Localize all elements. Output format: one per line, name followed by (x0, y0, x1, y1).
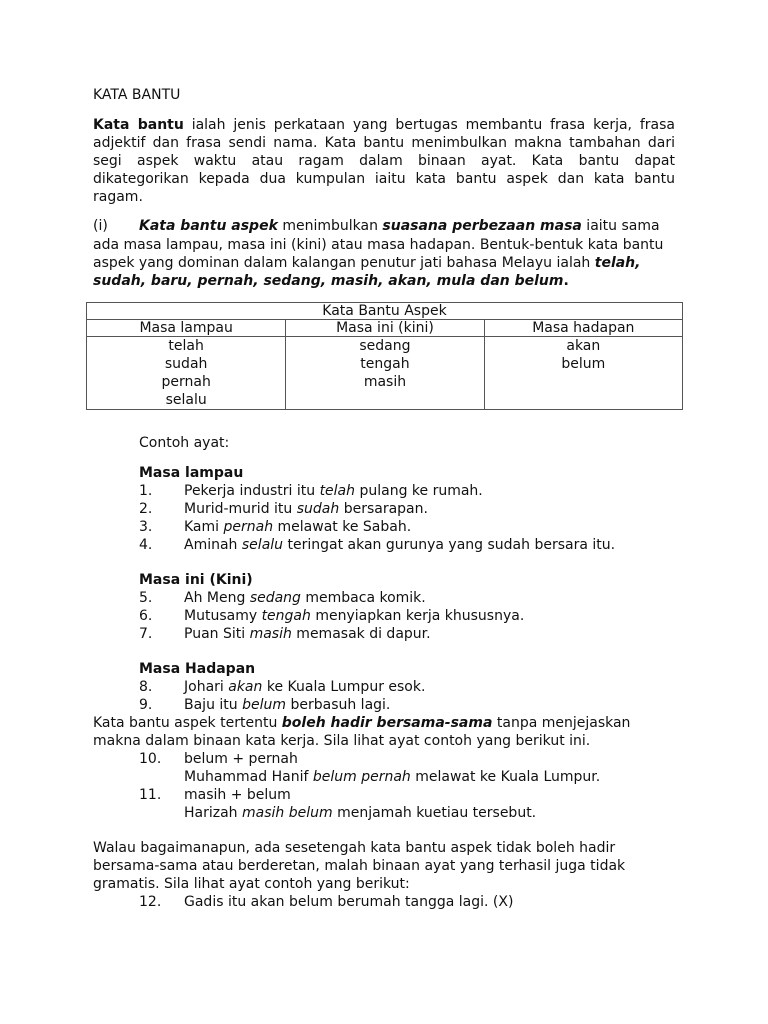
aspect-table (86, 302, 683, 410)
table-cell-item: telah (168, 338, 204, 354)
combo-para-line-2: makna dalam binaan kata kerja. Sila lihat ayat contoh yang berikut ini. (93, 733, 591, 749)
item-number: 9. (139, 697, 153, 713)
intro-line-5: ragam. (93, 189, 143, 205)
final-para-line-2: bersama-sama atau berderetan, malah binaan ayat yang terhasil juga tidak (93, 858, 626, 874)
intro-line-1-text: ialah jenis perkataan yang bertugas membantu frasa kerja, frasa (183, 117, 675, 133)
example-sentence: Aminah selalu teringat akan gurunya yang sudah bersara itu. (184, 537, 616, 553)
section-i-line-3-text: aspek yang dominan dalam kalangan penutur jati bahasa Melayu ialah (93, 255, 595, 271)
header-masa-ini: Masa ini (kini) (286, 320, 484, 337)
item-number: 6. (139, 608, 153, 624)
intro-paragraph (93, 116, 675, 206)
page-title: KATA BANTU (93, 87, 181, 103)
table-caption: Kata Bantu Aspek (87, 303, 683, 320)
example-sentence: Mutusamy tengah menyiapkan kerja khususnya. (184, 608, 525, 624)
heading-masa-ini: Masa ini (Kini) (139, 572, 253, 588)
combo-label: masih + belum (184, 787, 291, 803)
item-number: 12. (139, 894, 162, 910)
example-sentence: Puan Siti masih memasak di dapur. (184, 626, 431, 642)
table-cell-item: sedang (359, 338, 411, 354)
example-sentence: Kami pernah melawat ke Sabah. (184, 519, 412, 535)
section-i-text-2: iaitu sama (581, 218, 660, 234)
section-i-line-1 (139, 217, 660, 235)
intro-line-2: adjektif dan frasa sendi nama. Kata bantu menimbulkan makna tambahan dari (93, 135, 675, 151)
header-masa-lampau: Masa lampau (87, 320, 286, 337)
header-masa-hadapan: Masa hadapan (484, 320, 682, 337)
item-number: 2. (139, 501, 153, 517)
section-i-line-2: ada masa lampau, masa ini (kini) atau masa hadapan. Bentuk-bentuk kata bantu (93, 237, 664, 253)
example-sentence: Ah Meng sedang membaca komik. (184, 590, 426, 606)
section-i-line-3-bold: telah, (594, 255, 641, 271)
heading-masa-hadapan: Masa Hadapan (139, 661, 256, 677)
table-cell-item: masih (363, 374, 407, 390)
example-sentence: Harizah masih belum menjamah kuetiau tersebut. (184, 805, 537, 821)
table-cell-item: akan (566, 338, 601, 354)
cell-masa-ini (286, 337, 484, 410)
section-i-line-4-bold: sudah, baru, pernah, sedang, masih, akan, mula dan belum (93, 273, 564, 289)
example-sentence: Johari akan ke Kuala Lumpur esok. (184, 679, 426, 695)
combo-label: belum + pernah (184, 751, 298, 767)
cell-masa-lampau (87, 337, 286, 410)
intro-line-4: dikategorikan kepada dua kumpulan iaitu kata bantu aspek dan kata bantu (93, 171, 675, 187)
item-number: 11. (139, 787, 162, 803)
combo-para-line-1 (93, 714, 630, 732)
section-marker: (i) (93, 218, 108, 234)
combo-para-bold: boleh hadir bersama-sama (281, 715, 493, 731)
section-i-line-4 (93, 272, 569, 290)
table-cell-item: sudah (164, 356, 208, 372)
item-number: 8. (139, 679, 153, 695)
item-number: 1. (139, 483, 153, 499)
final-para-line-1: Walau bagaimanapun, ada sesetengah kata bantu aspek tidak boleh hadir (93, 840, 616, 856)
section-i-line-3 (93, 254, 640, 272)
cell-masa-hadapan (484, 337, 682, 410)
item-number: 4. (139, 537, 153, 553)
table-cell-item: pernah (161, 374, 211, 390)
table-cell-item: belum (561, 356, 606, 372)
table-cell-item: selalu (165, 392, 207, 408)
example-sentence: Pekerja industri itu telah pulang ke rumah. (184, 483, 483, 499)
contoh-label: Contoh ayat: (139, 435, 230, 451)
term-kata-bantu-aspek: Kata bantu aspek (139, 218, 278, 234)
combo-para-post: tanpa menjejaskan (492, 715, 631, 731)
heading-masa-lampau: Masa lampau (139, 465, 244, 481)
example-sentence: Gadis itu akan belum berumah tangga lagi. (X) (184, 894, 514, 910)
section-i-text-1: menimbulkan (277, 218, 383, 234)
item-number: 5. (139, 590, 153, 606)
intro-line-3: segi aspek waktu atau ragam dalam binaan ayat. Kata bantu dapat (93, 153, 675, 169)
item-number: 3. (139, 519, 153, 535)
example-sentence: Baju itu belum berbasuh lagi. (184, 697, 391, 713)
term-suasana: suasana perbezaan masa (382, 218, 582, 234)
item-number: 7. (139, 626, 153, 642)
intro-lead-term: Kata bantu (93, 117, 184, 133)
example-sentence: Muhammad Hanif belum pernah melawat ke Kuala Lumpur. (184, 769, 601, 785)
combo-para-pre: Kata bantu aspek tertentu (93, 715, 282, 731)
example-sentence: Murid-murid itu sudah bersarapan. (184, 501, 428, 517)
section-i-line-4-end: . (563, 273, 569, 289)
table-cell-item: tengah (360, 356, 410, 372)
intro-line-1 (93, 116, 675, 134)
item-number: 10. (139, 751, 162, 767)
final-para-line-3: gramatis. Sila lihat ayat contoh yang berikut: (93, 876, 410, 892)
